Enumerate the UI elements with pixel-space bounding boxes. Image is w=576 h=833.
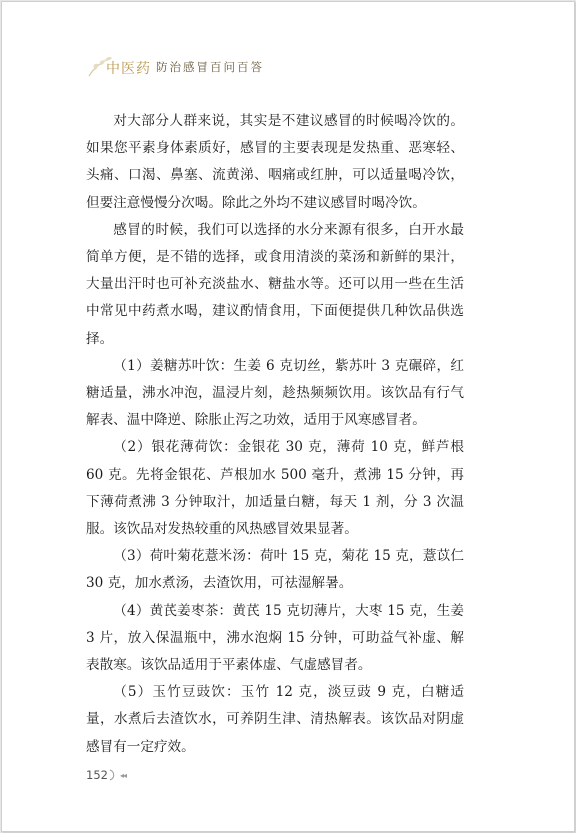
logo-text: 中医药 [106, 61, 151, 77]
paragraph: （2）银花薄荷饮：金银花 30 克，薄荷 10 克，鲜芦根 60 克。先将金银花、芦根加水 500 毫升，煮沸 15 分钟，再下薄荷煮沸 3 分钟取汁，加适量白糖，每天 1 剂，分 3 次温服。该饮品对发热较重的风热感冒效果显著。 [86, 439, 464, 538]
page-arrows-icon: ◂◂ [119, 770, 126, 780]
book-title: 防治感冒百问百答 [156, 60, 264, 74]
body-text [86, 108, 464, 761]
page-number-arc-icon [109, 769, 117, 781]
running-header [86, 54, 264, 80]
paragraph: （5）玉竹豆豉饮：玉竹 12 克，淡豆豉 9 克，白糖适量，水煮后去渣饮水，可养阴生津、清热解表。该饮品对阴虚感冒有一定疗效。 [86, 684, 464, 755]
paragraph: （1）姜糖苏叶饮：生姜 6 克切丝，紫苏叶 3 克碾碎，红糖适量，沸水冲泡，温浸片刻，趁热频频饮用。该饮品有行气解表、温中降逆、除胀止泻之功效，适用于风寒感冒者。 [86, 357, 464, 429]
paragraph: 对大部分人群来说，其实是不建议感冒的时候喝冷饮的。如果您平素身体素质好，感冒的主要表现是发热重、恶寒轻、头痛、口渴、鼻塞、流黄涕、咽痛或红肿，可以适量喝冷饮，但要注意慢慢分次喝。除此之外均不建议感冒时喝冷饮。 [86, 113, 464, 211]
book-page [1, 1, 575, 832]
tcm-logo [86, 54, 158, 80]
paragraph: （3）荷叶菊花薏米汤：荷叶 15 克，菊花 15 克，薏苡仁 30 克，加水煮汤，去渣饮用，可祛湿解暑。 [86, 548, 464, 592]
paragraph: 感冒的时候，我们可以选择的水分来源有很多，白开水最简单方便，是不错的选择，或食用清淡的菜汤和新鲜的果汁，大量出汗时也可补充淡盐水、糖盐水等。还可以用一些在生活中常见中药煮水喝，建议酌情食用，下面便提供几种饮品供选择。 [86, 221, 464, 347]
page-number: 152 [86, 768, 108, 782]
paragraph: （4）黄芪姜枣茶：黄芪 15 克切薄片，大枣 15 克，生姜 3 片，放入保温瓶中，沸水泡焖 15 分钟，可助益气补虚、解表散寒。该饮品适用于平素体虚、气虚感冒者。 [86, 602, 464, 674]
page-footer [86, 768, 126, 782]
